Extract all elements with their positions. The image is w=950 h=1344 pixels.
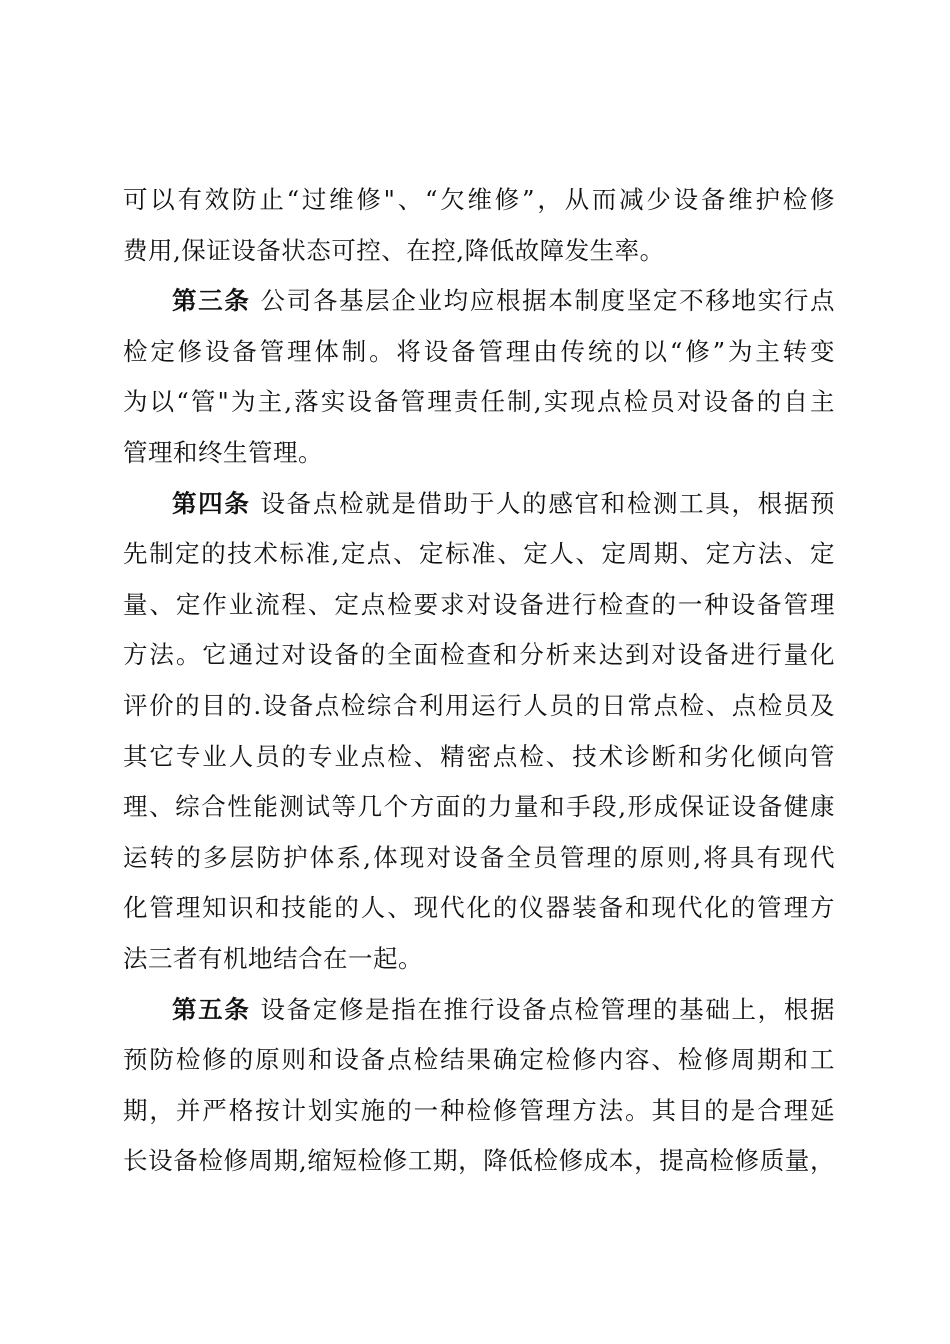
text-line: 法三者有机地结合在一起。 — [123, 943, 423, 973]
text-line: 预防检修的原则和设备点检结果确定检修内容、检修周期和工 — [123, 1045, 835, 1075]
text-line-content: 设备定修是指在推行设备点检管理的基础上，根据 — [260, 994, 835, 1024]
text-line: 期，并严格按计划实施的一种检修管理方法。其目的是合理延 — [123, 1095, 835, 1125]
document-body — [123, 175, 835, 1187]
text-line: 量、定作业流程、定点检要求对设备进行检查的一种设备管理 — [123, 589, 835, 619]
text-line: 方法。它通过对设备的全面检查和分析来达到对设备进行量化 — [123, 640, 835, 670]
article-5-paragraph — [123, 985, 835, 1187]
text-line: 管理和终生管理。 — [123, 437, 323, 467]
text-line: 为以“管"为主,落实设备管理责任制,实现点检员对设备的自主 — [123, 387, 835, 417]
article-3-paragraph — [123, 276, 835, 478]
text-line — [123, 985, 835, 1036]
text-line: 评价的目的.设备点检综合利用运行人员的日常点检、点检员及 — [123, 690, 835, 720]
text-line — [123, 276, 835, 327]
text-line: 其它专业人员的专业点检、精密点检、技术诊断和劣化倾向管 — [123, 741, 835, 771]
text-line: 检定修设备管理体制。将设备管理由传统的以“修”为主转变 — [123, 336, 835, 366]
article-heading: 第四条 — [172, 488, 251, 518]
article-4-paragraph — [123, 479, 835, 985]
text-line: 可以有效防止“过维修"、“欠维修”，从而减少设备维护检修 — [123, 185, 835, 214]
article-heading: 第五条 — [172, 994, 251, 1024]
text-line — [123, 479, 835, 530]
text-line: 化管理知识和技能的人、现代化的仪器装备和现代化的管理方 — [123, 893, 835, 923]
paragraph-continuation — [123, 175, 835, 276]
article-heading: 第三条 — [172, 286, 251, 316]
text-line: 运转的多层防护体系,体现对设备全员管理的原则,将具有现代 — [123, 842, 835, 872]
text-line-content: 公司各基层企业均应根据本制度坚定不移地实行点 — [260, 286, 835, 316]
text-line: 费用,保证设备状态可控、在控,降低故障发生率。 — [123, 235, 665, 265]
text-line: 先制定的技术标准,定点、定标准、定人、定周期、定方法、定 — [123, 539, 835, 569]
text-line: 理、综合性能测试等几个方面的力量和手段,形成保证设备健康 — [123, 792, 835, 822]
text-line: 长设备检修周期,缩短检修工期，降低检修成本，提高检修质量， — [123, 1146, 835, 1176]
text-line-content: 设备点检就是借助于人的感官和检测工具，根据预 — [260, 488, 835, 518]
